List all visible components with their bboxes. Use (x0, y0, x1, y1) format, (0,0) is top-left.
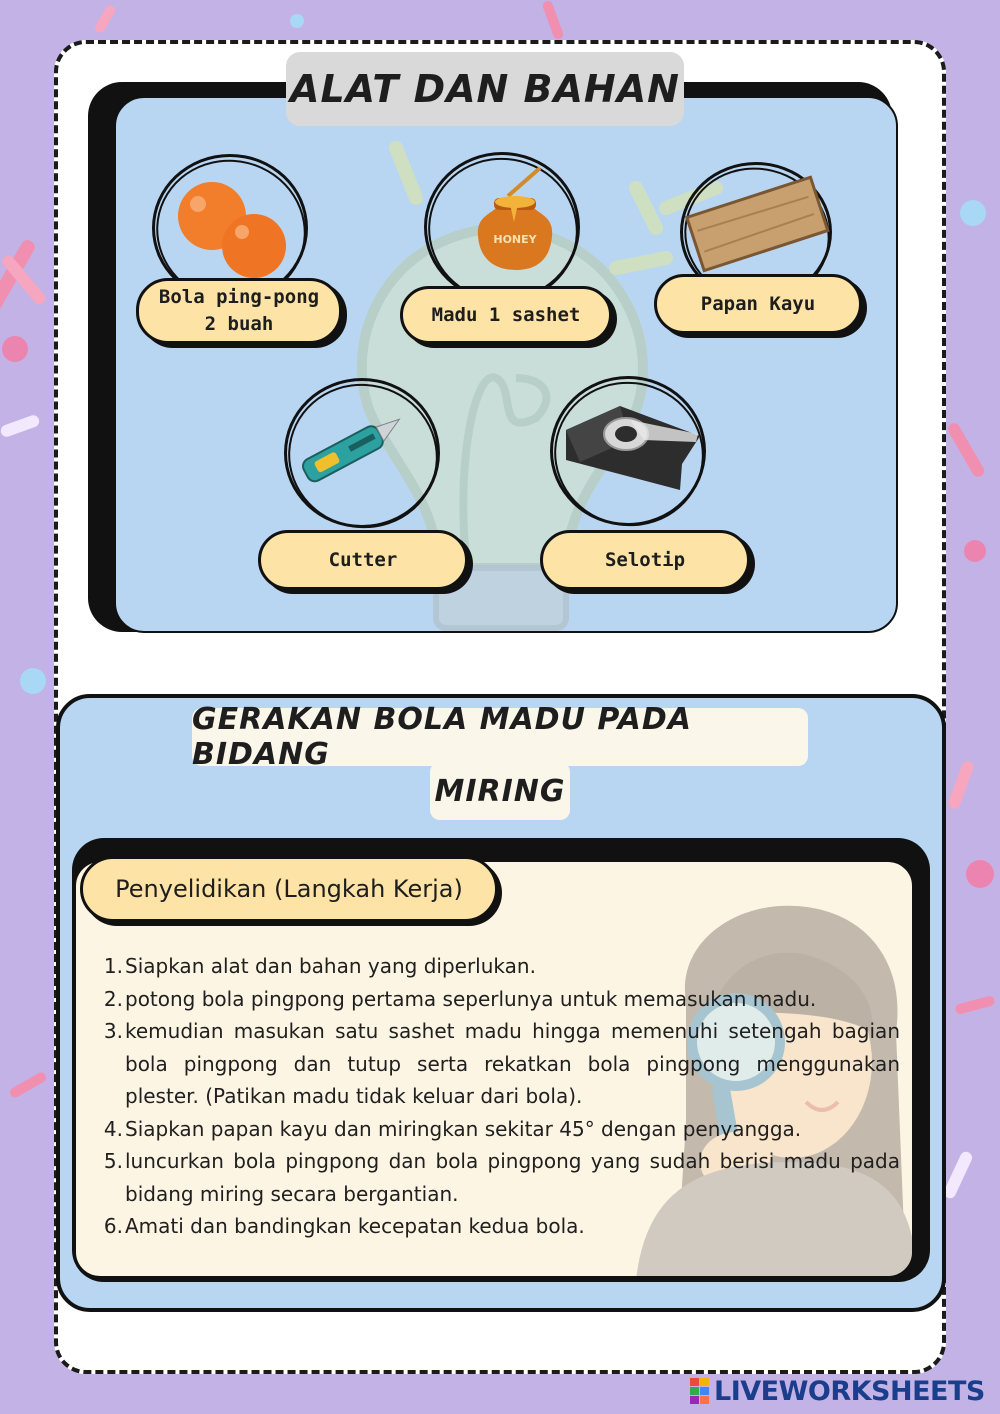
wood-board-icon (682, 168, 832, 278)
tools-title: ALAT DAN BAHAN (286, 52, 684, 126)
list-item (100, 950, 900, 983)
step-text: potong bola pingpong pertama seperlunya untuk memasukan madu. (125, 986, 817, 1011)
list-item (100, 1210, 900, 1243)
honey-label-text: HONEY (493, 233, 537, 246)
cutter-icon (290, 400, 410, 500)
step-number: 3. (103, 1019, 123, 1043)
list-item (100, 1113, 900, 1146)
liveworksheets-logo-icon (688, 1376, 712, 1406)
procedure-subtitle: Penyelidikan (Langkah Kerja) (80, 856, 498, 922)
list-item (100, 1015, 900, 1113)
tape-dispenser-icon (560, 400, 710, 500)
item-label (258, 530, 468, 590)
step-text: luncurkan bola pingpong dan bola pingpong yang sudah berisi madu pada bidang miring secara bergantian. (125, 1149, 900, 1206)
item-label (654, 274, 862, 334)
step-text: kemudian masukan satu sashet madu hingga memenuhi setengah bagian bola pingpong dan tutup serta rekatkan bola pingpong menggunakan plester. (Patikan madu tidak keluar dari bola). (125, 1019, 900, 1108)
list-item (100, 983, 900, 1016)
step-text: Amati dan bandingkan kecepatan kedua bola. (125, 1214, 585, 1238)
brand-name: LIVEWORKSHEETS (714, 1375, 985, 1407)
step-number: 4. (103, 1116, 123, 1141)
pingpong-balls-icon (170, 170, 290, 290)
item-label (400, 286, 612, 344)
procedure-title-line1: GERAKAN BOLA MADU PADA BIDANG (192, 708, 808, 766)
step-number: 1. (103, 954, 123, 978)
steps-list (100, 950, 900, 1243)
item-label (540, 530, 750, 590)
step-text: Siapkan alat dan bahan yang diperlukan. (125, 954, 536, 978)
pingpong-label: Bola ping-pong 2 buah (158, 286, 320, 335)
cutter-label: Cutter (328, 548, 398, 571)
wood-label: Papan Kayu (700, 292, 816, 315)
step-number: 6. (103, 1214, 123, 1238)
tape-label: Selotip (604, 548, 686, 571)
procedure-title-line2: MIRING (430, 762, 570, 820)
step-number: 5. (103, 1149, 123, 1173)
honey-pot-icon (468, 166, 558, 276)
honey-label: Madu 1 sashet (431, 303, 581, 326)
list-item (100, 1145, 900, 1210)
step-text: Siapkan papan kayu dan miringkan sekitar 45° dengan penyangga. (125, 1116, 802, 1141)
item-label (136, 278, 342, 344)
liveworksheets-logo[interactable] (688, 1374, 985, 1408)
step-number: 2. (103, 986, 123, 1011)
